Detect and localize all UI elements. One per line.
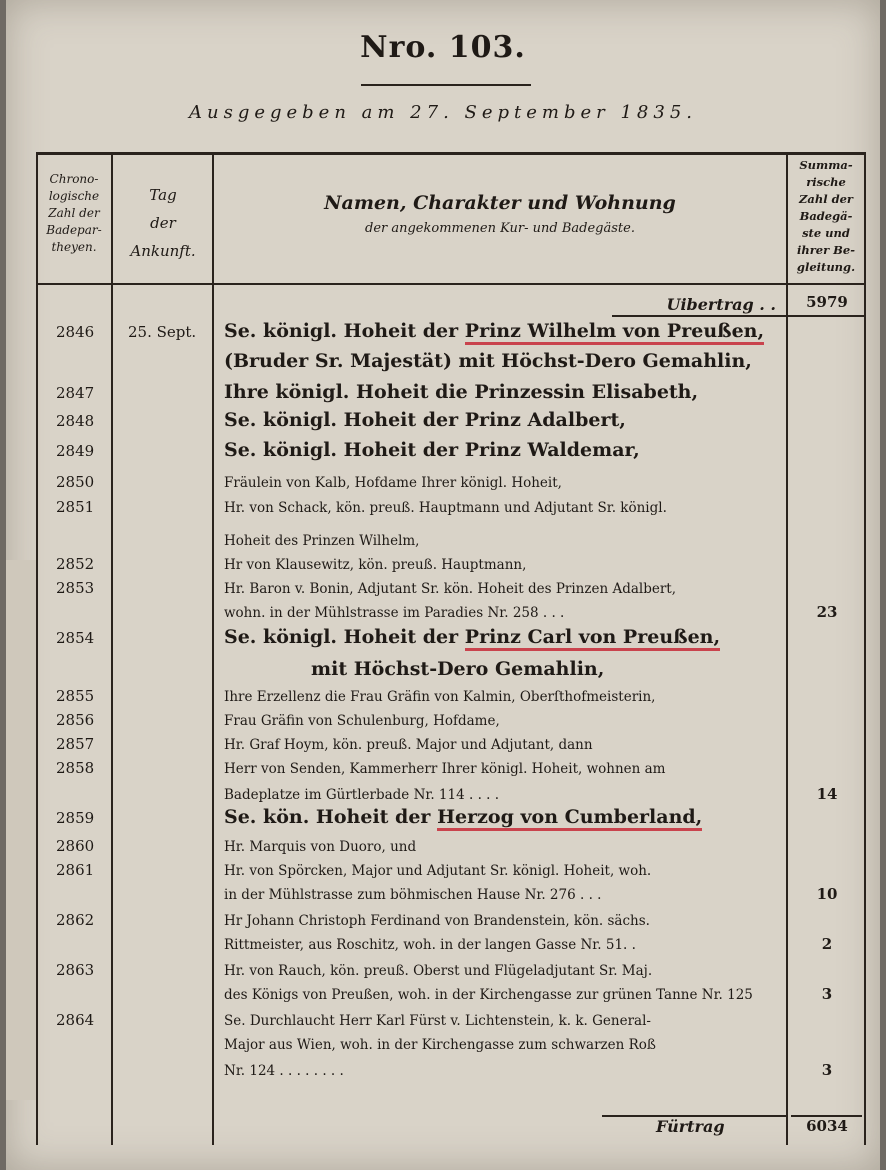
table-row: [36, 320, 866, 349]
table-row: [36, 687, 866, 713]
carry-in-value: 5979: [806, 293, 848, 311]
header-rule: [361, 84, 531, 86]
party-count: 14: [816, 785, 838, 803]
table-row: [36, 1035, 866, 1061]
guest-entry-text: Major aus Wien, woh. in der Kirchengasse zum schwarzen Roß: [224, 1037, 656, 1053]
issue-date: Ausgegeben am 27. September 1835.: [188, 102, 698, 123]
party-count: 10: [816, 885, 838, 903]
table-row: [36, 658, 866, 687]
table-row: [36, 806, 866, 835]
guest-entry-text: (Bruder Sr. Majestät) mit Höchst-Dero Gemahlin,: [224, 350, 752, 372]
entry-number: 2846: [56, 323, 95, 341]
issue-number: Nro. 103.: [360, 30, 526, 65]
table-row: [36, 961, 866, 987]
guest-entry-text: Hoheit des Prinzen Wilhelm,: [224, 533, 420, 549]
table-row: [36, 555, 866, 581]
table-row: [36, 911, 866, 937]
entry-number: 2860: [56, 837, 95, 855]
table-row: [36, 498, 866, 524]
guest-table: [36, 152, 866, 1145]
table-row: [36, 579, 866, 605]
table-row: [36, 381, 866, 410]
col-header-sum: Summa- rische Zahl der Badegä- ste und ihrer Be- gleitung.: [796, 158, 856, 274]
table-row: [36, 711, 866, 737]
guest-entry-text: Hr. Baron v. Bonin, Adjutant Sr. kön. Hoheit des Prinzen Adalbert,: [224, 581, 677, 597]
entry-number: 2855: [56, 687, 95, 705]
party-count: 3: [821, 1061, 833, 1079]
party-count: 3: [821, 985, 833, 1003]
entry-number: 2854: [56, 629, 95, 647]
entry-number: 2856: [56, 711, 95, 729]
guest-entry-text: Ihre Erzellenz die Frau Gräfin von Kalmin, Oberſthofmeisterin,: [224, 689, 656, 705]
entry-number: 2859: [56, 809, 95, 827]
document-page: [6, 0, 880, 1170]
pencil-underline: Prinz Wilhelm von Preußen,: [465, 320, 764, 345]
entry-number: 2862: [56, 911, 95, 929]
table-row: [36, 735, 866, 761]
guest-entry-text: Hr. Marquis von Duoro, und: [224, 839, 417, 855]
table-row: [36, 439, 866, 468]
entry-number: 2853: [56, 579, 95, 597]
guest-entry-text: Se. königl. Hoheit der Prinz Waldemar,: [224, 439, 640, 461]
entry-number: 2861: [56, 861, 95, 879]
guest-entry-text: Herr von Senden, Kammerherr Ihrer königl. Hoheit, wohnen am: [224, 761, 666, 777]
entry-number: 2850: [56, 473, 95, 491]
carry-out-value: 6034: [806, 1117, 848, 1135]
carry-in-rule: [612, 315, 866, 317]
guest-entry-text: Hr. von Schack, kön. preuß. Hauptmann und Adjutant Sr. königl.: [224, 500, 667, 516]
table-row: [36, 885, 866, 911]
guest-entry-text: Se. königl. Hoheit der Prinz Carl von Preußen,: [224, 626, 784, 648]
guest-entry-text: in der Mühlstrasse zum böhmischen Hause Nr. 276 . . .: [224, 887, 602, 903]
table-row: [36, 473, 866, 499]
table-row: [36, 837, 866, 863]
table-row: [36, 531, 866, 557]
entry-number: 2847: [56, 384, 95, 402]
guest-entry-text: Se. kön. Hoheit der Herzog von Cumberland,: [224, 806, 784, 828]
table-row: [36, 409, 866, 438]
guest-entry-text: Rittmeister, aus Roschitz, woh. in der langen Gasse Nr. 51. .: [224, 937, 636, 953]
table-row: [36, 1011, 866, 1037]
guest-entry-text: Hr. Graf Hoym, kön. preuß. Major und Adjutant, dann: [224, 737, 593, 753]
carry-in-label: Uibertrag . .: [666, 295, 776, 314]
adjacent-page-edge: [6, 560, 37, 1100]
guest-entry-text: mit Höchst-Dero Gemahlin,: [311, 658, 605, 680]
guest-entry-text: Frau Gräfin von Schulenburg, Hofdame,: [224, 713, 500, 729]
guest-entry-text: wohn. in der Mühlstrasse im Paradies Nr. 258 . . .: [224, 605, 565, 621]
table-row: [36, 985, 866, 1011]
table-row: [36, 626, 866, 655]
entry-number: 2851: [56, 498, 95, 516]
entry-number: 2857: [56, 735, 95, 753]
entry-number: 2863: [56, 961, 95, 979]
entry-number: 2858: [56, 759, 95, 777]
guest-entry-text: Hr. von Rauch, kön. preuß. Oberst und Flügeladjutant Sr. Maj.: [224, 963, 653, 979]
guest-entry-text: Hr von Klausewitz, kön. preuß. Hauptmann,: [224, 557, 527, 573]
guest-entry-text: Fräulein von Kalb, Hofdame Ihrer königl. Hoheit,: [224, 475, 562, 491]
guest-entry-text: Hr. von Spörcken, Major und Adjutant Sr. königl. Hoheit, woh.: [224, 863, 652, 879]
guest-entry-text: des Königs von Preußen, woh. in der Kirchengasse zur grünen Tanne Nr. 125: [224, 987, 753, 1003]
entry-number: 2864: [56, 1011, 95, 1029]
table-row: [36, 935, 866, 961]
carry-out-label: Fürtrag: [656, 1117, 725, 1136]
entry-number: 2849: [56, 442, 95, 460]
table-row: [36, 350, 866, 379]
pencil-underline: Herzog von Cumberland,: [437, 806, 702, 831]
col-header-chrono: Chrono- logische Zahl der Badepar- theyen.: [46, 172, 102, 254]
guest-entry-text: Ihre königl. Hoheit die Prinzessin Elisabeth,: [224, 381, 699, 403]
entry-number: 2852: [56, 555, 95, 573]
pencil-underline: Prinz Carl von Preußen,: [465, 626, 720, 651]
guest-entry-text: Badeplatze im Gürtlerbade Nr. 114 . . . .: [224, 787, 500, 803]
col-header-day: Tag der Ankunft.: [130, 186, 196, 260]
party-count: 2: [821, 935, 833, 953]
header-bottom-rule: [36, 283, 866, 285]
table-row: [36, 759, 866, 785]
guest-entry-text: Hr Johann Christoph Ferdinand von Brandenstein, kön. sächs.: [224, 913, 650, 929]
table-row: [36, 1061, 866, 1087]
guest-entry-text: Se. Durchlaucht Herr Karl Fürst v. Lichtenstein, k. k. General-: [224, 1013, 651, 1029]
guest-entry-text: Se. königl. Hoheit der Prinz Adalbert,: [224, 409, 626, 431]
guest-entry-text: Se. königl. Hoheit der Prinz Wilhelm von Preußen,: [224, 320, 784, 342]
arrival-day: 25. Sept.: [128, 323, 197, 341]
entry-number: 2848: [56, 412, 95, 430]
table-row: [36, 861, 866, 887]
guest-entry-text: Nr. 124 . . . . . . . .: [224, 1063, 344, 1079]
party-count: 23: [816, 603, 838, 621]
col-header-names: Namen, Charakter und Wohnung der angekommenen Kur- und Badegäste.: [324, 192, 676, 236]
